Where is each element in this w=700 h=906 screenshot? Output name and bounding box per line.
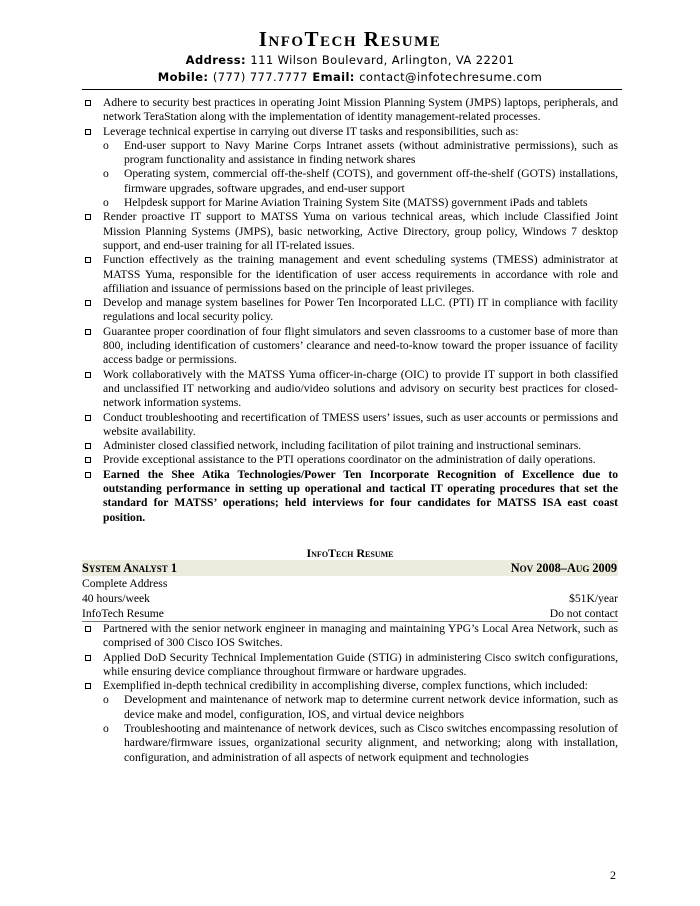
sub-bullet-item: o Development and maintenance of network map to determine current network device information, such as device make and model, configuration, IOS, and virtual device neighbors xyxy=(82,693,618,722)
bullet-item xyxy=(82,125,618,139)
bullet-text: Develop and manage system baselines for Power Ten Incorporated LLC. (PTI) IT in compliance with facility regulations and local security policy. xyxy=(103,296,618,324)
email-value: contact@infotechresume.com xyxy=(359,70,543,84)
sub-bullet-item: o Helpdesk support for Marine Aviation Training System Site (MATSS) government iPads and tablets xyxy=(82,196,618,210)
bullet-text: Provide exceptional assistance to the PTI operations coordinator on the administration of daily operations. xyxy=(103,453,596,467)
bullet-text: Function effectively as the training management and event scheduling systems (TMESS) administrator at MATSS Yuma, responsible for the identification of user access requirements in accordance with role and affiliation and issuance of permissions based on the principle of least privileges. xyxy=(103,253,618,295)
contact-line xyxy=(0,69,700,86)
bullet-item xyxy=(82,96,618,125)
mobile-value: (777) 777.7777 xyxy=(212,70,308,84)
job-supervisor: InfoTech Resume xyxy=(82,606,164,620)
address-label: Address: xyxy=(185,53,246,67)
job-supervisor-row xyxy=(82,606,618,622)
address-value: 111 Wilson Boulevard, Arlington, VA 22201 xyxy=(250,53,515,67)
page-number: 2 xyxy=(610,868,616,882)
bullet-text: Earned the Shee Atika Technologies/Power Ten Incorporate Recognition of Excellence due to outstanding performance in setting up operational and tactical IT operating procedures that set the standard for MATSS’ operations; held interviews for four candidates for MATSS ISA east coast position. xyxy=(103,467,618,524)
bullet-text: Adhere to security best practices in operating Joint Mission Planning System (JMPS) laptops, peripherals, and network TeraStation along with the implementation of identity management-related processes. xyxy=(103,96,618,124)
sub-bullet-item: o End-user support to Navy Marine Corps Intranet assets (without administrative permissions), such as program functionality and assistance in finding network shares xyxy=(82,139,618,168)
job-duties-list xyxy=(82,622,618,765)
resume-header xyxy=(0,26,700,86)
sub-bullet-item: o Troubleshooting and maintenance of network devices, such as Cisco switches encompassing resolution of hardware/firmware issues, organizational security alignment, and networking; along with installation, configuration, and administration of all aspects of network equipment and technologies xyxy=(82,722,618,765)
address-line xyxy=(0,52,700,69)
bullet-item xyxy=(82,453,618,467)
job-dates: Nov 2008–Aug 2009 xyxy=(510,560,617,575)
job-address-row xyxy=(82,576,618,591)
job-title: System Analyst 1 xyxy=(82,560,178,575)
bullet-item xyxy=(82,368,618,411)
bullet-text: Applied DoD Security Technical Implementation Guide (STIG) in administering Cisco switch configurations, while ensuring device compliance throughout firmware or hardware upgrades. xyxy=(103,650,618,678)
bullet-text: Administer closed classified network, including facilitation of pilot training and instructional seminars. xyxy=(103,439,582,453)
bullet-item xyxy=(82,651,618,680)
resume-title: InfoTech Resume xyxy=(258,27,442,51)
responsibilities-list xyxy=(82,96,618,525)
bullet-text: Conduct troubleshooting and recertification of TMESS users’ issues, such as user accounts or permissions and website availability. xyxy=(103,410,618,438)
header-divider xyxy=(82,89,622,90)
bullet-item xyxy=(82,468,618,525)
bullet-item xyxy=(82,679,618,693)
job-salary: $51K/year xyxy=(569,591,618,605)
job-hours: 40 hours/week xyxy=(82,591,150,605)
bullet-text: Work collaboratively with the MATSS Yuma officer-in-charge (OIC) to provide IT support in both classified and unclassified IT networking and audio/video solutions and advisory on security best practices for closed-network information systems. xyxy=(103,367,618,410)
resume-body xyxy=(82,96,618,765)
bullet-item xyxy=(82,253,618,296)
bullet-item xyxy=(82,439,618,453)
contact-note: Do not contact xyxy=(549,606,618,620)
bullet-item xyxy=(82,296,618,325)
bullet-text: Leverage technical expertise in carrying out diverse IT tasks and responsibilities, such as: xyxy=(103,124,519,138)
email-label: Email: xyxy=(312,70,355,84)
bullet-text: Partnered with the senior network engineer in managing and maintaining YPG’s Local Area Network, such as comprised of 300 Cisco IOS Switches. xyxy=(103,621,618,650)
bullet-text: Render proactive IT support to MATSS Yuma on various technical areas, which include Classified Joint Mission Planning Systems (JMPS), basic networking, Active Directory, group policy, Windows 7 desktop support, and end-user training for all IT-related issues. xyxy=(103,210,618,252)
mobile-label: Mobile: xyxy=(157,70,209,84)
bullet-item xyxy=(82,622,618,651)
bullet-text: Exemplified in-depth technical credibility in accomplishing diverse, complex functions, which included: xyxy=(103,679,588,693)
bullet-item xyxy=(82,210,618,253)
bullet-text: Guarantee proper coordination of four flight simulators and seven classrooms to a customer base of more than 800, including identification of customers’ clearance and need-to-know toward the proper issuance of facility access badge or permissions. xyxy=(103,324,618,367)
bullet-item xyxy=(82,411,618,440)
bullet-item xyxy=(82,325,618,368)
sub-bullet-item: o Operating system, commercial off-the-shelf (COTS), and government off-the-shelf (GOTS) installations, firmware upgrades, software upgrades, and end-user support xyxy=(82,167,618,196)
job-header xyxy=(82,560,618,576)
job-address: Complete Address xyxy=(82,576,168,590)
job-hours-row xyxy=(82,591,618,606)
section-title: InfoTech Resume xyxy=(306,545,394,560)
